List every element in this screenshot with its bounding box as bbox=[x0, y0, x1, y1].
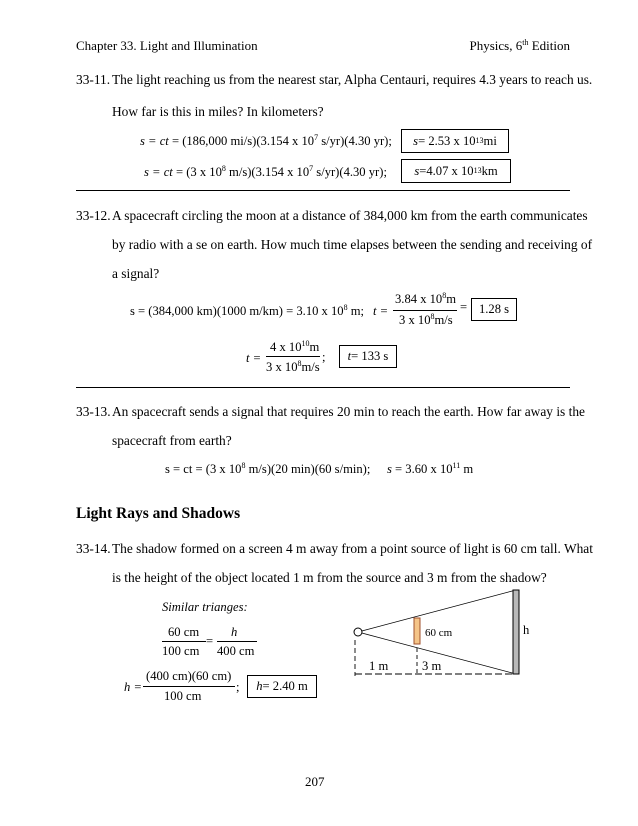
fraction-bar bbox=[266, 356, 320, 357]
fraction-numerator: 3.84 x $10^8m$ bbox=[395, 291, 457, 306]
answer-box: 1.28 s bbox=[471, 298, 517, 321]
subheading: Similar trianges: bbox=[162, 600, 248, 614]
equals-sign: = bbox=[206, 634, 214, 648]
fraction-numerator: h bbox=[231, 625, 238, 639]
equals-sign: = bbox=[460, 300, 468, 314]
fraction-denominator: 100 cm bbox=[164, 689, 202, 703]
distance-label-object-screen: 3 m bbox=[422, 659, 442, 673]
answer-box: s = 2.53 x 10 13 mi bbox=[401, 129, 509, 153]
shadow-height-label: h bbox=[523, 623, 530, 637]
answer-box: s =4.07 x 10 13 km bbox=[401, 159, 511, 183]
object-height-label: 60 cm bbox=[425, 627, 453, 639]
fraction-denominator: 3 x $10^8m/s$ bbox=[399, 312, 453, 327]
fraction-numerator: 4 x $10^{10}m$ bbox=[270, 339, 320, 354]
fraction-bar bbox=[143, 686, 235, 687]
screen-bar bbox=[513, 590, 519, 674]
fraction-numerator: (400 cm)(60 cm) bbox=[146, 669, 232, 683]
answer-box: t = 133 s bbox=[339, 345, 397, 368]
object-bar bbox=[414, 618, 420, 644]
header-book: Physics, 6th Edition bbox=[469, 38, 570, 53]
equation: s = ct = (186,000 mi/s)(3.154 x $10^7$ s/yr)(4.30 yr); bbox=[140, 133, 392, 148]
fraction-bar bbox=[217, 641, 257, 642]
problem-number: 33-14. bbox=[76, 541, 111, 556]
point-source-icon bbox=[354, 628, 362, 636]
problem-number: 33-12. bbox=[76, 208, 111, 223]
fraction-numerator: 60 cm bbox=[168, 625, 200, 639]
fraction-denominator: 3 x $10^8m/s$ bbox=[266, 359, 320, 374]
header-chapter: Chapter 33. Light and Illumination bbox=[76, 38, 258, 53]
problem-text: The light reaching us from the nearest star, Alpha Centauri, requires 4.3 years to reach us. bbox=[112, 72, 593, 87]
problem-text: An spacecraft sends a signal that requires 20 min to reach the earth. How far away is the bbox=[112, 404, 585, 419]
equation-lhs: t = bbox=[246, 351, 262, 365]
light-ray-top bbox=[358, 590, 516, 632]
fraction-denominator: 400 cm bbox=[217, 644, 255, 658]
problem-text: by radio with a se on earth. How much time elapses between the sending and receiving of bbox=[112, 237, 593, 252]
fraction-bar bbox=[162, 641, 206, 642]
problem-text: A spacecraft circling the moon at a distance of 384,000 km from the earth communicates bbox=[112, 208, 588, 223]
answer: s = 3.60 x $10^{11}$ m bbox=[387, 461, 474, 476]
section-divider bbox=[76, 190, 570, 191]
problem-text: The shadow formed on a screen 4 m away from a point source of light is 60 cm tall. What bbox=[112, 541, 593, 556]
page-number: 207 bbox=[305, 774, 325, 789]
equation: s = (384,000 km)(1000 m/km) = 3.10 x $10^8$ m; bbox=[130, 303, 365, 318]
section-divider bbox=[76, 387, 570, 388]
distance-label-source-object: 1 m bbox=[369, 659, 389, 673]
problem-text: is the height of the object located 1 m from the source and 3 m from the shadow? bbox=[112, 570, 547, 585]
equation: s = ct = (3 x $10^8$ m/s)(20 min)(60 s/min); bbox=[165, 461, 371, 476]
problem-number: 33-13. bbox=[76, 404, 111, 419]
semicolon: ; bbox=[236, 680, 240, 694]
problem-text: How far is this in miles? In kilometers? bbox=[112, 104, 324, 119]
problem-text: a signal? bbox=[112, 266, 160, 281]
problem-number: 33-11. bbox=[76, 72, 111, 87]
fraction-denominator: 100 cm bbox=[162, 644, 200, 658]
section-title: Light Rays and Shadows bbox=[76, 505, 241, 522]
answer-box: h = 2.40 m bbox=[247, 675, 317, 698]
semicolon: ; bbox=[322, 350, 326, 364]
equation: s = ct = (3 x $10^8$ m/s)(3.154 x $10^7$ s/yr)(4.30 yr); bbox=[144, 164, 387, 179]
problem-text: spacecraft from earth? bbox=[112, 433, 232, 448]
equation-lhs: t = bbox=[373, 304, 389, 318]
equation-lhs: h = bbox=[124, 680, 142, 694]
fraction-bar bbox=[393, 310, 457, 311]
